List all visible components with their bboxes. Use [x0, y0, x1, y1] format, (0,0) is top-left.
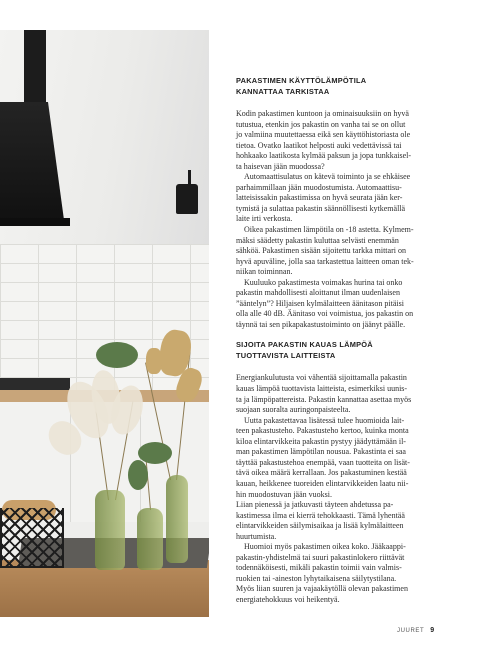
text-line: Energiankulutusta voi vähentää sijoittamalla pakastin: [236, 373, 407, 383]
dried-flowers: [146, 348, 162, 374]
text-line: elintarvikkeiden säilymisaikaa ja lisää kylmälaitteen: [236, 521, 404, 531]
text-line: sähköä. Pakastimen sisään sijoitettu tarkka mittari on: [236, 246, 406, 256]
magazine-name: JUURET: [397, 628, 425, 634]
text-line: Myös liian suuren ja vajaakäytöllä olevan pakastimen: [236, 584, 408, 594]
section-freezer-temperature: [236, 76, 446, 330]
paragraph: [236, 373, 446, 415]
text-line: Huomioi myös pakastimen oikea koko. Jääkaappi-: [244, 542, 406, 552]
text-line: niikan toiminnan.: [236, 267, 293, 277]
text-line: täynnä tai sen pikapakastustoiminto on jäänyt päälle.: [236, 319, 406, 329]
heading-line: PAKASTIMEN KÄYTTÖLÄMPÖTILA: [236, 76, 367, 85]
green-leaves: [96, 342, 138, 368]
text-line: Oikea pakastimen lämpötila on -18 astetta. Kylmem-: [244, 225, 414, 235]
text-line: olla alle 40 dB. Äänitaso voi voimistua, jos pakastin on: [236, 309, 414, 319]
text-line: parhaimmillaan jään muodostumista. Automaattisu-: [236, 182, 402, 192]
text-line: tutustua, etenkin jos pakastin on vanha tai se on ollut: [236, 119, 406, 129]
green-leaves: [138, 442, 172, 464]
heading-line: KANNATTAA TARKISTAA: [236, 86, 330, 96]
paragraph: [236, 542, 446, 605]
range-hood-edge: [0, 218, 70, 226]
text-line: suojaan suoralta auringonpaisteelta.: [236, 405, 351, 415]
text-line: hyvä apuväline, jolla saa tarkastettua laitteen oman tek-: [236, 256, 414, 266]
text-line: ta ja lämpöpattereista. Pakastin kannattaa asettaa myös: [236, 394, 412, 404]
text-line: kastimessa ilma ei kierrä tehokkaasti. Tämä lyhentää: [236, 510, 405, 520]
text-line: huurtumista.: [236, 531, 277, 541]
article-column: [236, 76, 446, 606]
green-leaves: [128, 460, 148, 490]
cabinet-seam: [70, 402, 71, 522]
text-line: jo valmiina muutettaessa eikä sen käyttöhistoriasta ole: [236, 130, 411, 140]
page-footer: [397, 627, 457, 634]
text-line: kauas lämpöä tuottavista laitteista, esimerkiksi uunis-: [236, 384, 408, 394]
text-line: tävä oikea määrä kerrallaan. Jos pakastuminen kestää: [236, 468, 407, 478]
heading-line: TUOTTAVISTA LAITTEISTA: [236, 350, 336, 360]
text-line: pakastin mahdollisesti aloittanut ilman uudenlaisen: [236, 288, 400, 298]
text-line: hin muodostuvan jään vuoksi.: [236, 489, 332, 499]
text-line: kiloa elintarvikkeita pakastin pystyy jäädyttämään il-: [236, 436, 406, 446]
paragraph: [236, 278, 446, 331]
wall-lamp-icon: [176, 184, 198, 214]
section-heading: [236, 340, 446, 361]
text-line: ”ääntelyn”? Hiljaisen kylmälaitteen äänitason pitäisi: [236, 298, 404, 308]
text-line: latteisissakin pakastimissa on hyvä seurata jään ker-: [236, 193, 403, 203]
paragraph: [236, 500, 446, 542]
wire-basket: [0, 508, 64, 568]
glass-vase: [166, 475, 188, 563]
glass-vase: [137, 508, 163, 570]
text-line: teen pakastusteho. Pakastusteho kertoo, kuinka monta: [236, 426, 409, 436]
text-line: mäksi säädetty pakastin kuluttaa selvästi enemmän: [236, 235, 399, 245]
paragraph: [236, 172, 446, 225]
kitchen-photo: [0, 30, 209, 617]
text-line: Uutta pakastettavaa lisätessä tulee huomioida lait-: [244, 415, 405, 425]
text-line: Automaattisulatus on kätevä toiminto ja se ehkäisee: [244, 172, 411, 182]
text-line: ta haisevan jään muodossa?: [236, 161, 325, 171]
text-line: ruokien tai -aineston lyhytaikaisena säilytystilana.: [236, 573, 397, 583]
section-freezer-placement: [236, 340, 446, 605]
glass-vase: [95, 490, 125, 570]
text-line: tietoa. Ovatko laatikot helposti auki vedettävissä tai: [236, 140, 402, 150]
text-line: pakastin-yhdistelmä tai suuri pakastinlokero riittävät: [236, 552, 405, 562]
paragraph: [236, 109, 446, 172]
text-line: Kuuluuko pakastimesta voimakas hurina tai onko: [244, 277, 403, 287]
text-line: hohkaako laatikosta kylmää paksun ja jopa tunkkaisel-: [236, 151, 412, 161]
heading-line: SIJOITA PAKASTIN KAUAS LÄMPÖÄ: [236, 340, 373, 350]
text-line: todennäköisesti, mikäli pakastin toimii vain valmis-: [236, 563, 402, 573]
text-line: täyttää pakastustehoa enempää, vaan tuotteita on lisät-: [236, 457, 410, 467]
paragraph: [236, 416, 446, 500]
text-line: Kodin pakastimen kuntoon ja ominaisuuksiin on hyvä: [236, 109, 409, 118]
text-line: Liian pienessä ja jatkuvasti täyteen ahdetussa pa-: [236, 500, 394, 510]
text-line: tymistä ja sulattaa pakastin säännöllisesti kytkemällä: [236, 203, 406, 213]
text-line: kauan, heikkenee tuoreiden elintarvikkeiden laatu nii-: [236, 478, 409, 488]
page-number: 9: [430, 627, 435, 634]
text-line: man pakastimen lämpötilan nousua. Pakastinta ei saa: [236, 447, 406, 457]
text-line: laite irti verkosta.: [236, 214, 293, 224]
paragraph: [236, 225, 446, 278]
text-line: energiatehokkuus voi heikentyä.: [236, 594, 340, 604]
range-hood-chimney: [24, 30, 46, 108]
section-heading: [236, 76, 446, 97]
